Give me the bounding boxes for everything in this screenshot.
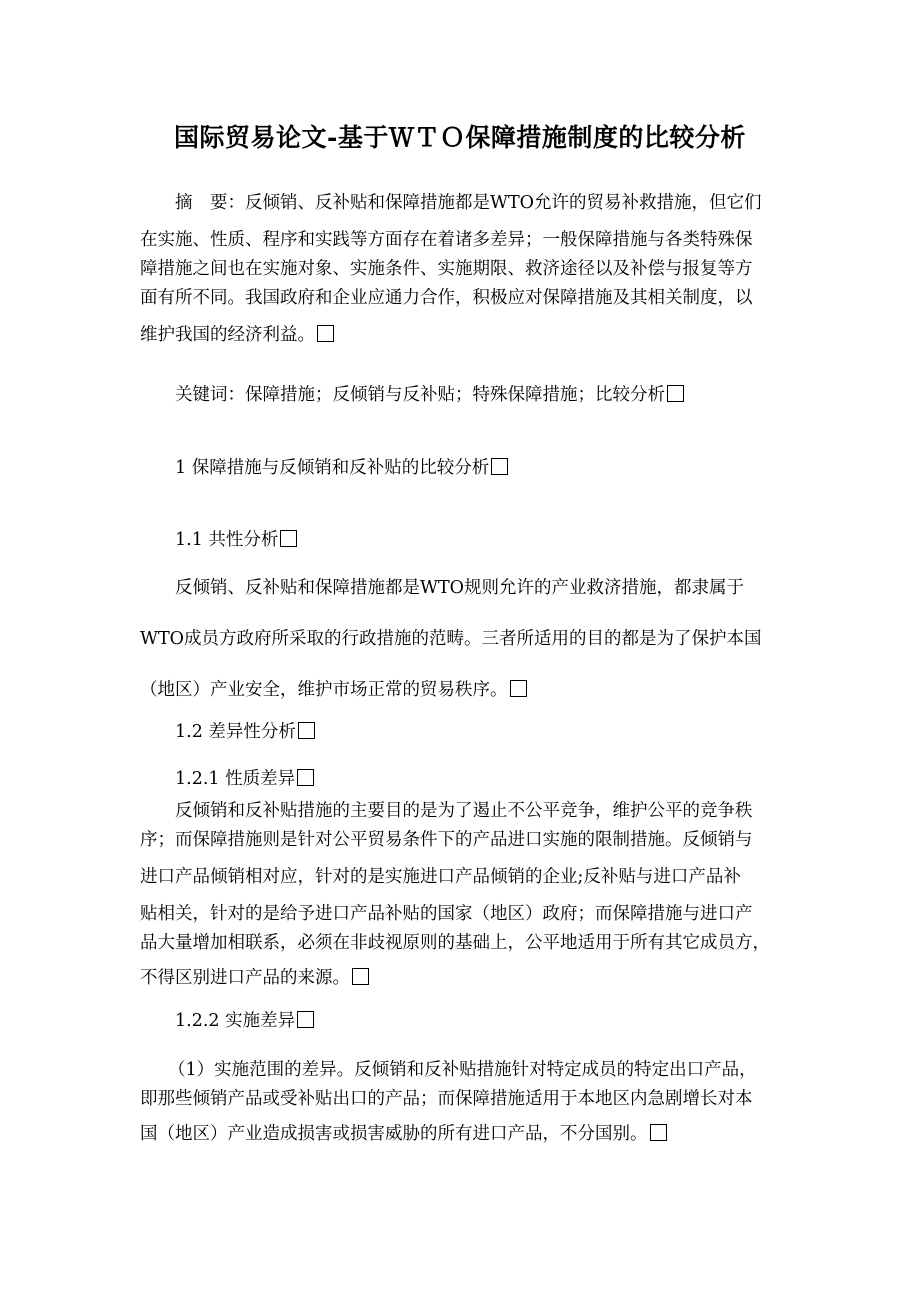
section-1-2-heading <box>140 718 780 747</box>
body-line: 即那些倾销产品或受补贴出口的产品；而保障措施适用于本地区内急剧增长对本 <box>140 1089 753 1109</box>
keywords-text: 关键词：保障措施；反倾销与反补贴；特殊保障措施；比较分析 <box>175 385 665 405</box>
keywords <box>140 381 780 410</box>
body-line-last <box>140 1120 780 1149</box>
body-line: 反倾销和反补贴措施的主要目的是为了遏止不公平竞争，维护公平的竞争秩 <box>175 801 753 821</box>
abstract-text: 维护我国的经济利益。 <box>140 325 315 345</box>
section-1-2-1-heading <box>140 765 780 794</box>
placeholder-box-icon <box>297 1011 314 1028</box>
section-heading-line <box>140 1007 780 1036</box>
abstract <box>140 189 780 350</box>
section-1-heading <box>140 454 780 483</box>
body-line-last <box>140 676 780 705</box>
body-line-last <box>140 964 780 993</box>
abstract-line: 摘 要：反倾销、反补贴和保障措施都是WTO允许的贸易补救措施，但它们 <box>175 193 762 213</box>
placeholder-box-icon <box>352 968 369 985</box>
placeholder-box-icon <box>297 769 314 786</box>
section-heading-line <box>140 454 780 483</box>
section-1-1-heading <box>140 526 780 555</box>
body-line: 序；而保障措施则是针对公平贸易条件下的产品进口实施的限制措施。反倾销与 <box>140 830 753 850</box>
placeholder-box-icon <box>280 530 297 547</box>
body-text: 国（地区）产业造成损害或损害威胁的所有进口产品，不分国别。 <box>140 1124 648 1144</box>
body-line: 进口产品倾销相对应，针对的是实施进口产品倾销的企业;反补贴与进口产品补 <box>140 867 741 887</box>
body-line: 贴相关，针对的是给予进口产品补贴的国家（地区）政府；而保障措施与进口产 <box>140 904 753 924</box>
section-1-2-1-body <box>140 797 780 993</box>
placeholder-box-icon <box>491 458 508 475</box>
section-heading-text: 1 保障措施与反倾销和反补贴的比较分析 <box>175 458 490 478</box>
body-text: （地区）产业安全，维护市场正常的贸易秩序。 <box>140 680 508 700</box>
abstract-line: 障措施之间也在实施对象、实施条件、实施期限、救济途径以及补偿与报复等方 <box>140 259 753 279</box>
placeholder-box-icon <box>510 680 527 697</box>
section-1-1-body <box>140 574 780 705</box>
section-1-2-2-heading <box>140 1007 780 1036</box>
paper-title: 国际贸易论文-基于ＷＴＯ保障措施制度的比较分析 <box>174 123 746 152</box>
section-heading-text: 1.2.2 实施差异 <box>175 1011 296 1031</box>
body-line: 反倾销、反补贴和保障措施都是WTO规则允许的产业救济措施，都隶属于 <box>175 578 745 598</box>
abstract-line: 在实施、性质、程序和实践等方面存在着诸多差异；一般保障措施与各类特殊保 <box>140 230 753 250</box>
section-1-2-2-body <box>140 1056 780 1149</box>
placeholder-box-icon <box>667 385 684 402</box>
keywords-line <box>140 381 780 410</box>
abstract-line: 面有所不同。我国政府和企业应通力合作，积极应对保障措施及其相关制度，以 <box>140 288 753 308</box>
section-heading-line <box>140 718 780 747</box>
body-line: WTO成员方政府所采取的行政措施的范畴。三者所适用的目的都是为了保护本国 <box>140 629 762 649</box>
abstract-line-last <box>140 321 780 350</box>
placeholder-box-icon <box>317 325 334 342</box>
section-heading-line <box>140 765 780 794</box>
section-heading-text: 1.2 差异性分析 <box>175 722 296 742</box>
section-heading-line <box>140 526 780 555</box>
placeholder-box-icon <box>298 722 315 739</box>
section-heading-text: 1.1 共性分析 <box>175 530 279 550</box>
body-text: 不得区别进口产品的来源。 <box>140 968 350 988</box>
body-line: （1）实施范围的差异。反倾销和反补贴措施针对特定成员的特定出口产品， <box>168 1060 757 1080</box>
placeholder-box-icon <box>650 1124 667 1141</box>
body-line: 品大量增加相联系，必须在非歧视原则的基础上，公平地适用于所有其它成员方， <box>140 933 770 953</box>
section-heading-text: 1.2.1 性质差异 <box>175 769 296 789</box>
